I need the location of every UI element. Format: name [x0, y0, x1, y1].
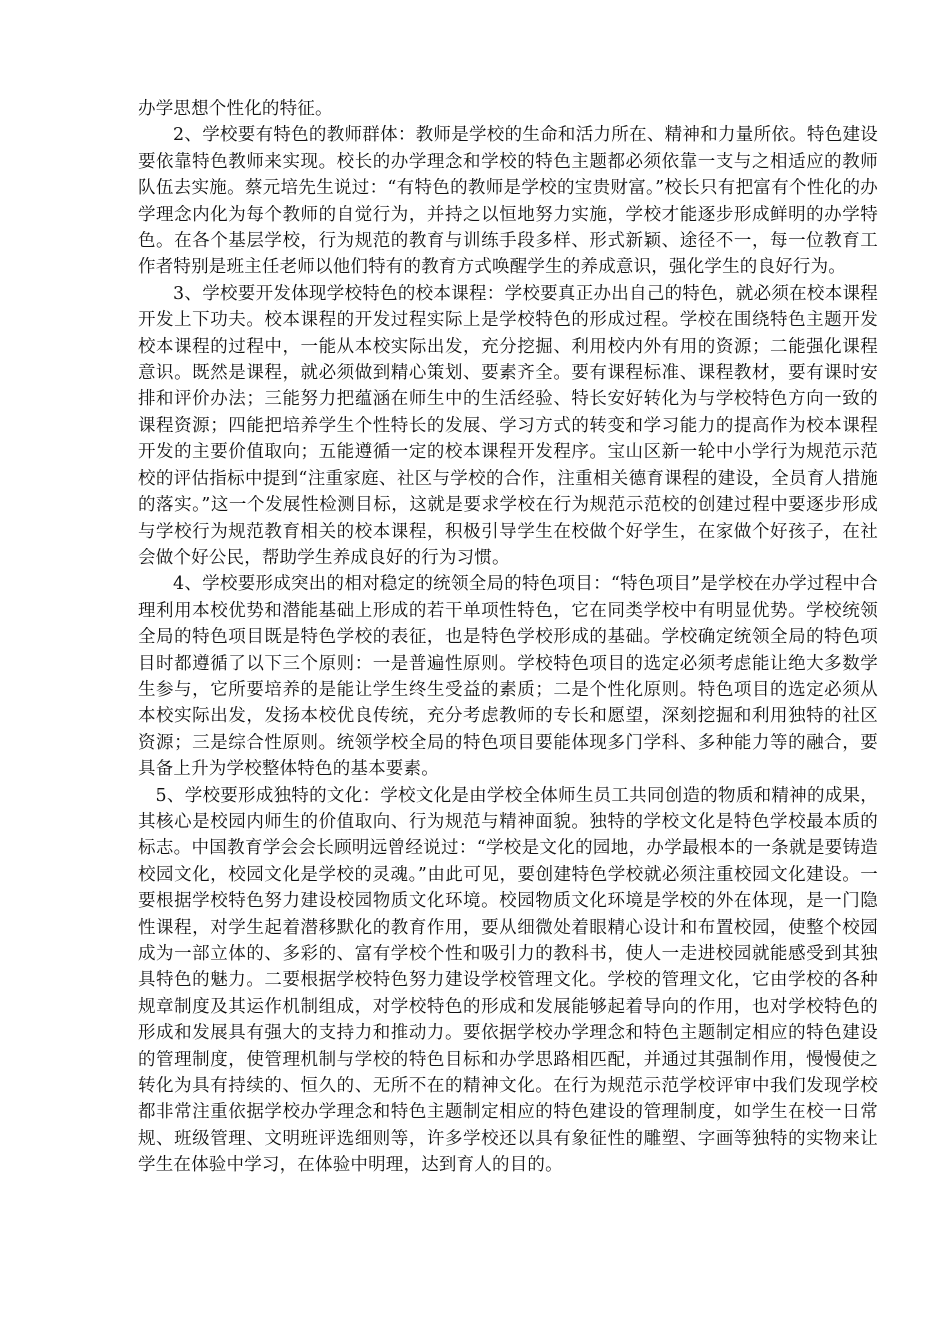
document-page [138, 96, 878, 1179]
paragraph-feature-project: 4、学校要形成突出的相对稳定的统领全局的特色项目：“特色项目”是学校在办学过程中合理利用本校优势和潜能基础上形成的若干单项性特色，它在同类学校中有明显优势。学校统领全局的特色项目既是特色学校的表征，也是特色学校形成的基础。学校确定统领全局的特色项目时都遵循了以下三个原则：一是普遍性原则。学校特色项目的选定必须考虑能让绝大多数学生参与，它所要培养的是能让学生终生受益的素质；二是个性化原则。特色项目的选定必须从本校实际出发，发扬本校优良传统，充分考虑教师的专长和愿望，深刻挖掘和利用独特的社区资源；三是综合性原则。统领学校全局的特色项目要能体现多门学科、多种能力等的融合，要具备上升为学校整体特色的基本要素。 [138, 574, 878, 780]
paragraph-school-curriculum: 3、学校要开发体现学校特色的校本课程：学校要真正办出自己的特色，就必须在校本课程开发上下功夫。校本课程的开发过程实际上是学校特色的形成过程。学校在围绕特色主题开发校本课程的过程中，一能从本校实际出发，充分挖掘、利用校内外有用的资源；二能强化课程意识。既然是课程，就必须做到精心策划、要素齐全。要有课程标准、课程教材，要有课时安排和评价办法；三能努力把蕴涵在师生中的生活经验、特长安好转化为与学校特色方向一致的课程资源；四能把培养学生个性特长的发展、学习方式的转变和学习能力的提高作为校本课程开发的主要价值取向；五能遵循一定的校本课程开发程序。宝山区新一轮中小学行为规范示范校的评估指标中提到“注重家庭、社区与学校的合作，注重相关德育课程的建设，全员育人措施的落实。”这一个发展性检测目标，这就是要求学校在行为规范示范校的创建过程中要逐步形成与学校行为规范教育相关的校本课程，积极引导学生在校做个好学生，在家做个好孩子，在社会做个好公民，帮助学生养成良好的行为习惯。 [138, 283, 878, 568]
paragraph-continuation: 办学思想个性化的特征。 [138, 99, 333, 119]
paragraph-teacher-group: 2、学校要有特色的教师群体：教师是学校的生命和活力所在、精神和力量所依。特色建设要依靠特色教师来实现。校长的办学理念和学校的特色主题都必须依靠一支与之相适应的教师队伍去实施。蔡元培先生说过：“有特色的教师是学校的宝贵财富。”校长只有把富有个性化的办学理念内化为每个教师的自觉行为，并持之以恒地努力实施，学校才能逐步形成鲜明的办学特色。在各个基层学校，行为规范的教育与训练手段多样、形式新颖、途径不一，每一位教育工作者特别是班主任老师以他们特有的教育方式唤醒学生的养成意识，强化学生的良好行为。 [138, 125, 878, 278]
paragraph-school-culture: 5、学校要形成独特的文化：学校文化是由学校全体师生员工共同创造的物质和精神的成果，其核心是校园内师生的价值取向、行为规范与精神面貌。独特的学校文化是特色学校最本质的标志。中国教育学会会长顾明远曾经说过：“学校是文化的园地，办学最根本的一条就是要铸造校园文化，校园文化是学校的灵魂。”由此可见，要创建特色学校就必须注重校园文化建设。一要根据学校特色努力建设校园物质文化环境。校园物质文化环境是学校的外在体现，是一门隐性课程，对学生起着潜移默化的教育作用，要从细微处着眼精心设计和布置校园，使整个校园成为一部立体的、多彩的、富有学校个性和吸引力的教科书，使人一走进校园就能感受到其独具特色的魅力。二要根据学校特色努力建设学校管理文化。学校的管理文化，它由学校的各种规章制度及其运作机制组成，对学校特色的形成和发展能够起着导向的作用，也对学校特色的形成和发展具有强大的支持力和推动力。要依据学校办学理念和特色主题制定相应的特色建设的管理制度，使管理机制与学校的特色目标和办学思路相匹配，并通过其强制作用，慢慢使之转化为具有持续的、恒久的、无所不在的精神文化。在行为规范示范学校评审中我们发现学校都非常注重依据学校办学理念和特色主题制定相应的特色建设的管理制度，如学生在校一日常规、班级管理、文明班评选细则等，许多学校还以具有象征性的雕塑、字画等独特的实物来让学生在体验中学习，在体验中明理，达到育人的目的。 [138, 785, 878, 1176]
